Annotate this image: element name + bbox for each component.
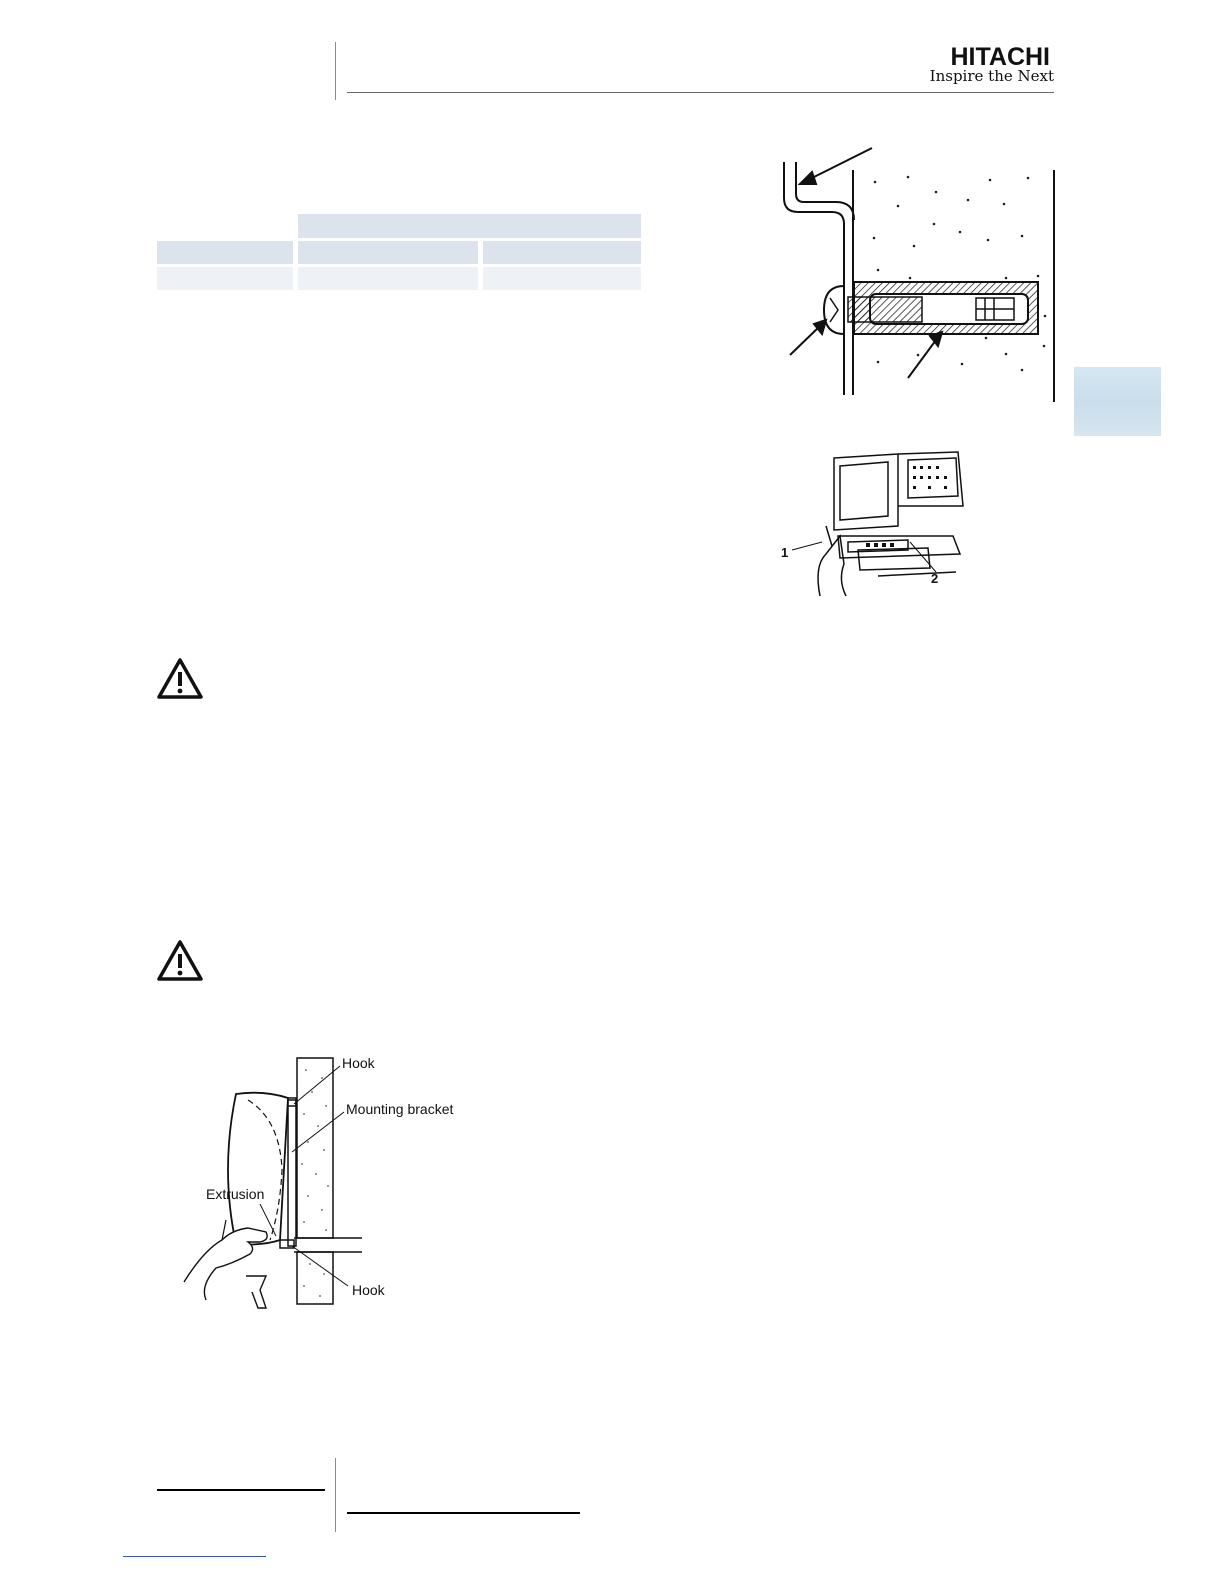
hitachi-logo bbox=[920, 44, 1060, 90]
table-header-span bbox=[298, 214, 641, 238]
wall-mount-diagram bbox=[176, 1050, 476, 1315]
footer-link-underline[interactable] bbox=[123, 1556, 266, 1557]
warning-triangle-icon bbox=[156, 657, 204, 701]
header-horizontal-rule bbox=[347, 92, 1054, 93]
wall-anchor-diagram bbox=[770, 140, 1070, 410]
table-cell bbox=[157, 241, 293, 264]
label-hook-top: Hook bbox=[342, 1055, 375, 1071]
table-cell bbox=[298, 241, 478, 264]
header-vertical-rule bbox=[335, 42, 336, 100]
table-cell bbox=[483, 267, 641, 290]
chapter-side-tab bbox=[1074, 367, 1161, 436]
logo-tagline: Inspire the Next bbox=[929, 67, 1054, 85]
wall-texture bbox=[873, 176, 1047, 372]
warning-triangle-icon bbox=[156, 939, 204, 983]
footer-vertical-rule bbox=[335, 1458, 336, 1532]
label-extrusion: Extrusion bbox=[206, 1186, 265, 1202]
table-cell bbox=[483, 241, 641, 264]
figure-label-2: 2 bbox=[931, 571, 939, 586]
label-mounting-bracket: Mounting bracket bbox=[346, 1101, 454, 1117]
figure-label-1: 1 bbox=[781, 545, 789, 560]
table-cell bbox=[157, 267, 293, 290]
label-hook-bottom: Hook bbox=[352, 1282, 385, 1298]
footer-rule-middle bbox=[347, 1512, 580, 1514]
table-cell bbox=[298, 267, 478, 290]
logo-brand-text: HITACHI bbox=[950, 43, 1050, 71]
unit-connection-diagram bbox=[778, 446, 978, 601]
footer-rule-left bbox=[157, 1489, 325, 1491]
